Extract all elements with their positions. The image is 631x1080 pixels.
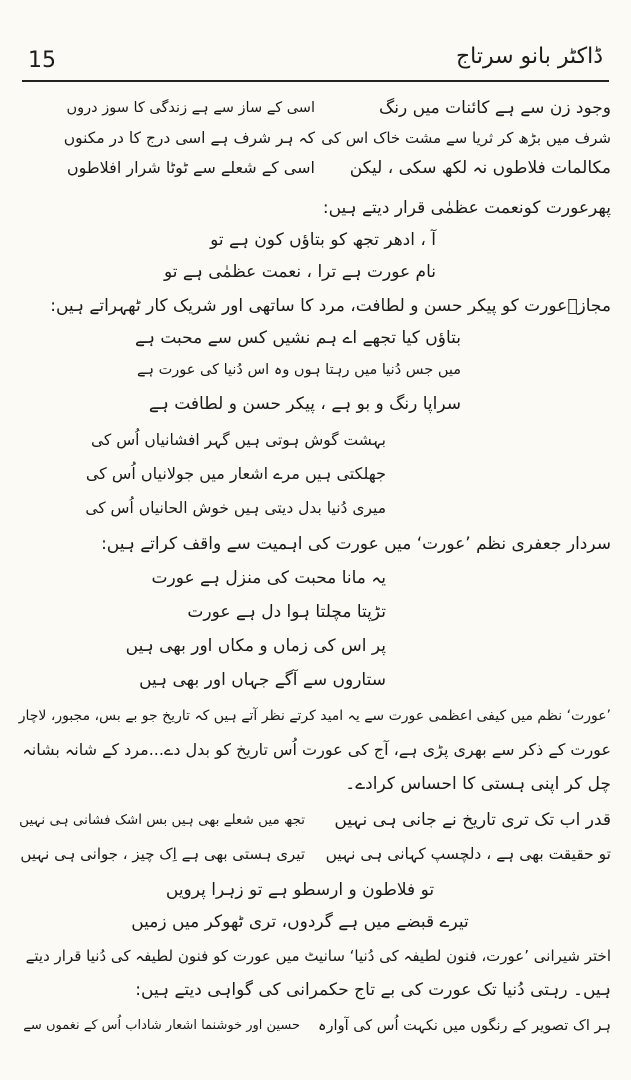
verse-line: یہ مانا محبت کی منزل ہے عورت bbox=[151, 568, 386, 588]
prose-line: پھرعورت کونعمت عظمٰی قرار دیتے ہیں: bbox=[322, 198, 611, 218]
verse-line: کہ ہر شرف ہے اسی درج کا در مکنوں bbox=[63, 129, 315, 147]
verse-line: میں جس دُنیا میں رہتا ہوں وہ اس دُنیا کی عورت ہے bbox=[136, 362, 461, 378]
verse-line: تیرے قبضے میں ہے گردوں، تری ٹھوکر میں زمیں bbox=[131, 912, 469, 932]
verse-line: تجھ میں شعلے بھی ہیں بس اشک فشانی ہی نہیں bbox=[19, 812, 305, 828]
verse-line: بہشت گوش ہوتی ہیں گہر افشانیاں اُس کی bbox=[90, 431, 386, 449]
prose-line: ’عورت‘ نظم میں کیفی اعظمی عورت سے یہ امید کرتے نظر آتے ہیں کہ تاریخ جو بے بس، مجبور، لاچار bbox=[18, 708, 611, 724]
verse-line: آ ، ادھر تجھ کو بتاؤں کون ہے تو bbox=[210, 230, 436, 250]
verse-line: حسین اور خوشنما اشعار شاداب اُس کے نغموں سے bbox=[23, 1018, 300, 1033]
verse-line: مکالمات فلاطوں نہ لکھ سکی ، لیکن bbox=[349, 158, 611, 178]
verse-line: سراپا رنگ و بو ہے ، پیکر حسن و لطافت ہے bbox=[148, 394, 461, 414]
verse-line: تو فلاطون و ارسطو ہے تو زہرا پرویں bbox=[165, 880, 435, 900]
verse-line: میری دُنیا بدل دیتی ہیں خوش الحانیاں اُس کی bbox=[85, 499, 386, 517]
verse-line: نام عورت ہے ترا ، نعمت عظمٰی ہے تو bbox=[163, 262, 436, 282]
prose-line: سردار جعفری نظم ’عورت‘ میں عورت کی اہمیت سے واقف کراتے ہیں: bbox=[101, 534, 611, 554]
prose-line: ہیں۔ رہتی دُنیا تک عورت کی بے تاج حکمرانی کی گواہی دیتے ہیں: bbox=[135, 980, 611, 1000]
verse-line: ستاروں سے آگے جہاں اور بھی ہیں bbox=[139, 670, 386, 690]
page-number: 15 bbox=[28, 48, 56, 73]
running-header: ڈاکٹر بانو سرتاج bbox=[455, 44, 603, 69]
verse-line: اسی کے شعلے سے ٹوٹا شرار افلاطوں bbox=[66, 158, 315, 177]
verse-line: ہر اک تصویر کے رنگوں میں نکہت اُس کی آوارہ bbox=[318, 1018, 611, 1034]
verse-line: شرف میں بڑھ کر ثریا سے مشت خاک اس کی bbox=[321, 129, 611, 147]
prose-line: مجازؔعورت کو پیکر حسن و لطافت، مرد کا ساتھی اور شریک کار ٹھہراتے ہیں: bbox=[50, 296, 611, 316]
verse-line: پر اس کی زماں و مکاں اور بھی ہیں bbox=[125, 636, 386, 656]
verse-line: وجود زن سے ہے کائنات میں رنگ bbox=[379, 98, 611, 118]
header-rule bbox=[22, 80, 609, 82]
verse-line: اسی کے ساز سے ہے زندگی کا سوز دروں bbox=[66, 100, 315, 116]
prose-line: عورت کے ذکر سے بھری پڑی ہے، آج کی عورت اُس تاریخ کو بدل دے...مرد کے شانہ بشانہ bbox=[22, 740, 611, 759]
verse-line: تو حقیقت بھی ہے ، دلچسپ کہانی ہی نہیں bbox=[325, 845, 611, 863]
prose-line: چل کر اپنی ہستی کا احساس کرادے۔ bbox=[345, 774, 611, 794]
verse-line: تڑپتا مچلتا ہوا دل ہے عورت bbox=[187, 602, 386, 622]
verse-line: تیری ہستی بھی ہے اِک چیز ، جوانی ہی نہیں bbox=[20, 845, 305, 863]
verse-line: قدر اب تک تری تاریخ نے جانی ہی نہیں bbox=[334, 810, 611, 830]
verse-line: بتاؤں کیا تجھے اے ہم نشیں کس سے محبت ہے bbox=[135, 328, 461, 348]
prose-line: اختر شیرانی ’عورت، فنون لطیفہ کی دُنیا‘ سانیٹ میں عورت کو فنون لطیفہ کی دُنیا قرار دیتے bbox=[25, 947, 611, 965]
verse-line: جھلکتی ہیں مرے اشعار میں جولانیاں اُس کی bbox=[85, 464, 386, 483]
